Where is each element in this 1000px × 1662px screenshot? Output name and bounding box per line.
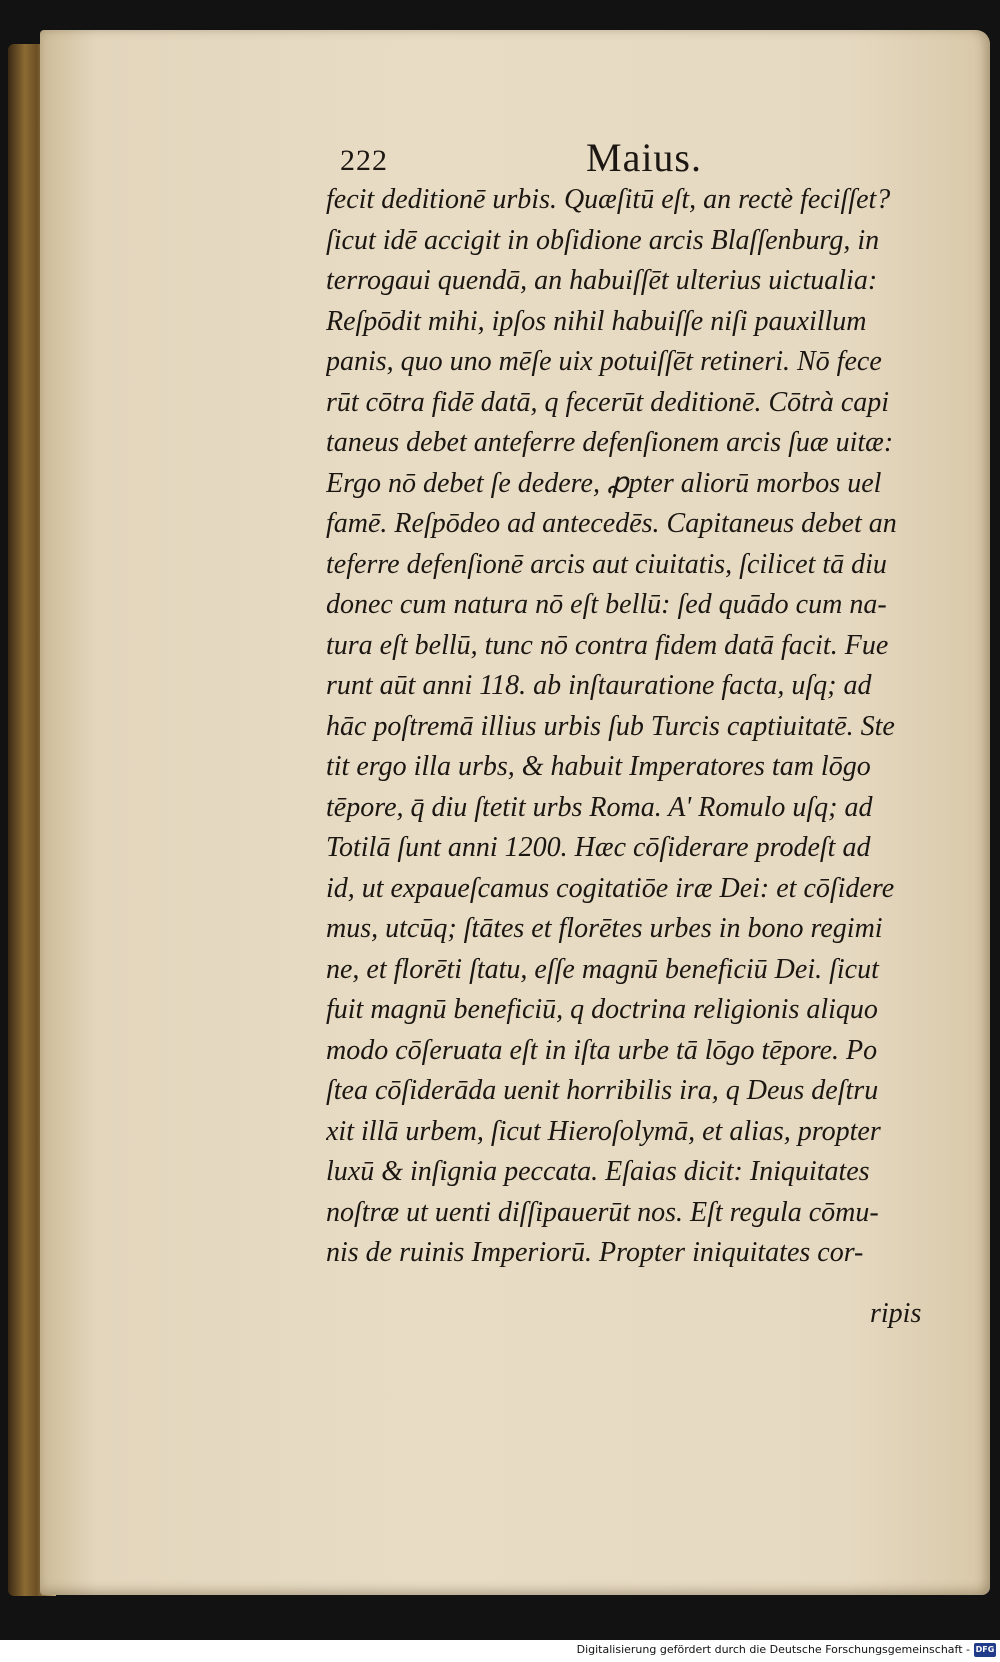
text-line: fuit magnū beneficiū, q doctrina religionis aliquo bbox=[326, 994, 878, 1025]
text-line: nis de ruinis Imperiorū. Propter iniquitates cor- bbox=[326, 1237, 864, 1268]
text-line: panis, quo uno mēſe uix potuiſſēt retineri. Nō fece bbox=[326, 346, 882, 377]
text-line: hāc poſtremā illius urbis ſub Turcis captiuitatē. Ste bbox=[326, 710, 895, 742]
text-line: Reſpōdit mihi, ipſos nihil habuiſſe niſi pauxillum bbox=[326, 305, 867, 337]
text-line: runt aūt anni 118. ab inſtauratione facta, uſq; ad bbox=[326, 670, 872, 701]
text-line: fecit deditionē urbis. Quæſitū eſt, an rectè feciſſet? bbox=[326, 184, 891, 215]
text-line: teferre defenſionē arcis aut ciuitatis, ſcilicet tā diu bbox=[326, 548, 887, 580]
text-line: mus, utcūq; ſtātes et florētes urbes in bono regimi bbox=[326, 913, 883, 944]
text-line: modo cōſeruata eſt in iſta urbe tā lōgo tēpore. Po bbox=[326, 1034, 878, 1066]
text-line: ſtea cōſiderāda uenit horribilis ira, q Deus deſtru bbox=[326, 1075, 879, 1106]
catchword: ripis bbox=[870, 1298, 922, 1329]
dfg-logo-icon: DFG bbox=[974, 1643, 996, 1657]
text-line: xit illā urbem, ſicut Hieroſolymā, et alias, propter bbox=[326, 1115, 881, 1147]
text-line: taneus debet anteferre defenſionem arcis ſuæ uitæ: bbox=[326, 427, 894, 458]
text-line: rūt cōtra fidē datā, q fecerūt deditionē. Cōtrà capi bbox=[326, 386, 890, 418]
dfg-credit: Digitalisierung gefördert durch die Deutsche Forschungsgemeinschaft - bbox=[576, 1643, 970, 1656]
footer-bar bbox=[0, 1640, 1000, 1662]
text-line: terrogaui quendā, an habuiſſēt ulterius uictualia: bbox=[326, 265, 878, 296]
text-line: ne, et florēti ſtatu, eſſe magnū beneficiū Dei. ſicut bbox=[326, 953, 879, 985]
text-line: Totilā ſunt anni 1200. Hæc cōſiderare prodeſt ad bbox=[326, 832, 871, 863]
page-number: 222 bbox=[340, 144, 388, 177]
text-line: noſtræ ut uenti diſſipauerūt nos. Eſt regula cōmu- bbox=[326, 1196, 879, 1228]
text-line: donec cum natura nō eſt bellū: ſed quādo cum na- bbox=[326, 589, 887, 620]
running-head: Maius. bbox=[586, 135, 702, 180]
text-line: Ergo nō debet ſe dedere, ꝓpter aliorū morbos uel bbox=[326, 467, 882, 499]
text-line: id, ut expaueſcamus cogitatiōe iræ Dei: et cōſidere bbox=[326, 872, 895, 904]
text-line: tēpore, q̄ diu ſtetit urbs Roma. A' Romulo uſq; ad bbox=[326, 791, 873, 823]
text-block bbox=[326, 180, 966, 1274]
text-line: ſicut idē accigit in obſidione arcis Blaſſenburg, in bbox=[326, 224, 880, 256]
page-header bbox=[340, 134, 940, 180]
text-line: luxū & inſignia peccata. Eſaias dicit: Iniquitates bbox=[326, 1156, 870, 1187]
text-line: tura eſt bellū, tunc nō contra fidem datā facit. Fue bbox=[326, 629, 889, 661]
text-line: famē. Reſpōdeo ad antecedēs. Capitaneus debet an bbox=[326, 508, 897, 539]
text-line: tit ergo illa urbs, & habuit Imperatores tam lōgo bbox=[326, 751, 871, 782]
